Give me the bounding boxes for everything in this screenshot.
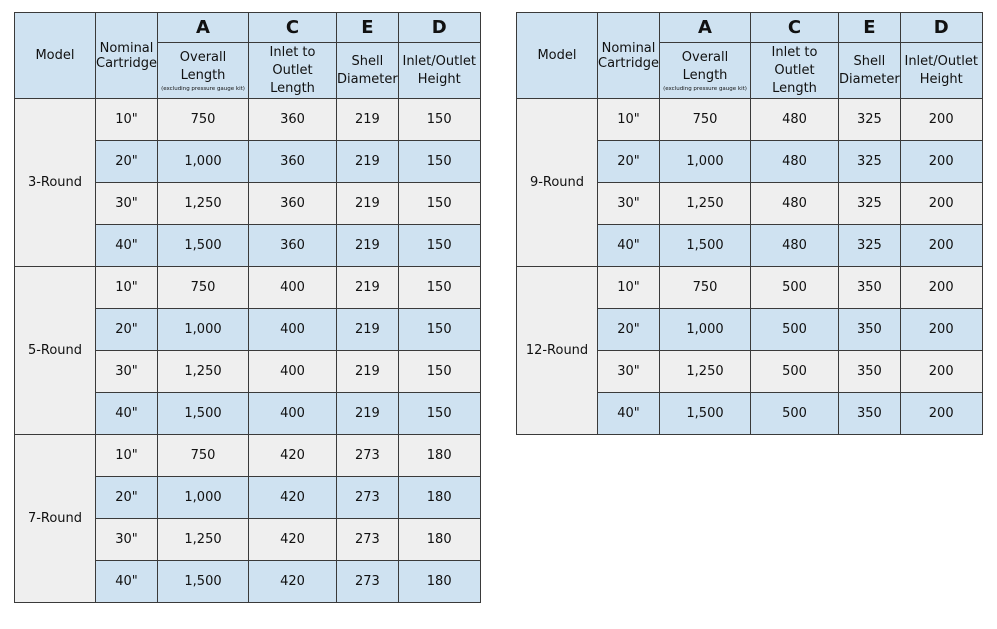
- d-line2: Height: [919, 71, 963, 87]
- inlet-outlet-length-cell: 360: [249, 141, 337, 183]
- model-column-header: Model: [517, 13, 598, 99]
- shell-diameter-header: [839, 43, 901, 99]
- inlet-outlet-length-cell: 480: [751, 183, 839, 225]
- e-line2: Diameter: [337, 71, 398, 87]
- inlet-outlet-length-cell: 420: [249, 435, 337, 477]
- table-row: [15, 435, 481, 477]
- letter-c: C: [751, 13, 839, 43]
- inlet-outlet-length-cell: 420: [249, 561, 337, 603]
- overall-length-cell: 1,500: [158, 561, 249, 603]
- letter-c: C: [249, 13, 337, 43]
- nominal-cartridge-cell: 20": [96, 309, 158, 351]
- overall-length-cell: 750: [158, 435, 249, 477]
- nominal-cartridge-cell: 20": [96, 141, 158, 183]
- nominal-cartridge-cell: 30": [598, 183, 660, 225]
- overall-length-cell: 750: [660, 99, 751, 141]
- inlet-outlet-height-cell: 200: [900, 267, 982, 309]
- overall-length-label: Overall Length: [179, 49, 227, 83]
- overall-length-cell: 1,500: [660, 393, 751, 435]
- inlet-outlet-height-cell: 200: [900, 99, 982, 141]
- shell-diameter-cell: 325: [839, 225, 901, 267]
- inlet-outlet-length-cell: 400: [249, 309, 337, 351]
- inlet-outlet-height-header: [900, 43, 982, 99]
- nominal-cartridge-cell: 10": [96, 267, 158, 309]
- nominal-cartridge-cell: 40": [598, 225, 660, 267]
- spec-table-right: [516, 12, 983, 435]
- inlet-outlet-height-cell: 150: [398, 99, 480, 141]
- overall-length-cell: 1,500: [158, 225, 249, 267]
- shell-diameter-cell: 219: [337, 225, 399, 267]
- inlet-outlet-height-cell: 150: [398, 393, 480, 435]
- inlet-outlet-length-cell: 420: [249, 519, 337, 561]
- shell-diameter-cell: 219: [337, 141, 399, 183]
- model-cell: 9-Round: [517, 99, 598, 267]
- inlet-outlet-height-cell: 180: [398, 435, 480, 477]
- nominal-cartridge-cell: 40": [96, 393, 158, 435]
- d-line1: Inlet/Outlet: [402, 53, 476, 69]
- table-row: [517, 99, 983, 141]
- inlet-outlet-length-cell: 480: [751, 225, 839, 267]
- spec-table-left: [14, 12, 481, 603]
- c-line1: Inlet to Outlet: [771, 44, 818, 78]
- nominal-label: Nominal: [601, 40, 656, 56]
- shell-diameter-cell: 273: [337, 519, 399, 561]
- overall-length-cell: 1,000: [158, 141, 249, 183]
- letter-d: D: [398, 13, 480, 43]
- overall-length-cell: 1,000: [158, 477, 249, 519]
- table-row: [15, 99, 481, 141]
- model-cell: 3-Round: [15, 99, 96, 267]
- nominal-cartridge-cell: 40": [598, 393, 660, 435]
- overall-length-cell: 1,000: [158, 309, 249, 351]
- shell-diameter-cell: 273: [337, 561, 399, 603]
- inlet-outlet-length-header: [751, 43, 839, 99]
- nominal-cartridge-cell: 10": [96, 99, 158, 141]
- nominal-cartridge-cell: 40": [96, 561, 158, 603]
- shell-diameter-cell: 219: [337, 351, 399, 393]
- inlet-outlet-length-header: [249, 43, 337, 99]
- inlet-outlet-height-cell: 150: [398, 267, 480, 309]
- overall-length-cell: 750: [660, 267, 751, 309]
- shell-diameter-cell: 350: [839, 267, 901, 309]
- nominal-cartridge-cell: 10": [598, 99, 660, 141]
- shell-diameter-cell: 350: [839, 351, 901, 393]
- shell-diameter-cell: 350: [839, 309, 901, 351]
- inlet-outlet-length-cell: 500: [751, 393, 839, 435]
- overall-length-cell: 1,250: [158, 519, 249, 561]
- nominal-cartridge-cell: 10": [96, 435, 158, 477]
- letter-e: E: [337, 13, 399, 43]
- inlet-outlet-height-header: [398, 43, 480, 99]
- inlet-outlet-height-cell: 150: [398, 351, 480, 393]
- shell-diameter-cell: 350: [839, 393, 901, 435]
- inlet-outlet-height-cell: 150: [398, 183, 480, 225]
- shell-diameter-cell: 219: [337, 99, 399, 141]
- inlet-outlet-height-cell: 180: [398, 477, 480, 519]
- letter-a: A: [158, 13, 249, 43]
- inlet-outlet-length-cell: 360: [249, 99, 337, 141]
- nominal-cartridge-cell: 20": [598, 141, 660, 183]
- cartridge-label: Cartridge: [96, 55, 157, 71]
- c-line2: Length: [772, 80, 817, 96]
- overall-length-cell: 1,500: [158, 393, 249, 435]
- inlet-outlet-length-cell: 500: [751, 309, 839, 351]
- inlet-outlet-length-cell: 500: [751, 267, 839, 309]
- inlet-outlet-height-cell: 150: [398, 141, 480, 183]
- table-header: [15, 13, 481, 99]
- nominal-cartridge-cell: 30": [598, 351, 660, 393]
- inlet-outlet-height-cell: 150: [398, 309, 480, 351]
- e-line2: Diameter: [839, 71, 900, 87]
- inlet-outlet-length-cell: 360: [249, 225, 337, 267]
- model-column-header: Model: [15, 13, 96, 99]
- nominal-cartridge-cell: 10": [598, 267, 660, 309]
- inlet-outlet-height-cell: 180: [398, 519, 480, 561]
- nominal-cartridge-column-header: [96, 13, 158, 99]
- overall-length-cell: 1,250: [660, 351, 751, 393]
- overall-length-note: (excluding pressure gauge kit): [161, 85, 245, 92]
- inlet-outlet-length-cell: 400: [249, 267, 337, 309]
- table-row: [517, 267, 983, 309]
- inlet-outlet-height-cell: 200: [900, 141, 982, 183]
- inlet-outlet-height-cell: 200: [900, 309, 982, 351]
- letter-d: D: [900, 13, 982, 43]
- nominal-cartridge-cell: 40": [96, 225, 158, 267]
- overall-length-cell: 1,250: [158, 183, 249, 225]
- cartridge-label: Cartridge: [598, 55, 659, 71]
- inlet-outlet-height-cell: 200: [900, 225, 982, 267]
- overall-length-header: [660, 43, 751, 99]
- letter-e: E: [839, 13, 901, 43]
- model-cell: 5-Round: [15, 267, 96, 435]
- model-cell: 7-Round: [15, 435, 96, 603]
- inlet-outlet-length-cell: 420: [249, 477, 337, 519]
- d-line1: Inlet/Outlet: [904, 53, 978, 69]
- inlet-outlet-height-cell: 200: [900, 393, 982, 435]
- overall-length-cell: 1,500: [660, 225, 751, 267]
- nominal-cartridge-cell: 20": [598, 309, 660, 351]
- nominal-cartridge-cell: 30": [96, 519, 158, 561]
- d-line2: Height: [417, 71, 461, 87]
- table-body: [15, 99, 481, 603]
- inlet-outlet-height-cell: 200: [900, 351, 982, 393]
- nominal-label: Nominal: [99, 40, 154, 56]
- inlet-outlet-length-cell: 500: [751, 351, 839, 393]
- overall-length-header: [158, 43, 249, 99]
- nominal-cartridge-cell: 30": [96, 351, 158, 393]
- shell-diameter-cell: 219: [337, 309, 399, 351]
- overall-length-cell: 1,250: [660, 183, 751, 225]
- nominal-cartridge-cell: 30": [96, 183, 158, 225]
- letter-a: A: [660, 13, 751, 43]
- inlet-outlet-height-cell: 180: [398, 561, 480, 603]
- model-cell: 12-Round: [517, 267, 598, 435]
- inlet-outlet-length-cell: 400: [249, 393, 337, 435]
- overall-length-cell: 1,250: [158, 351, 249, 393]
- shell-diameter-cell: 219: [337, 183, 399, 225]
- shell-diameter-cell: 219: [337, 393, 399, 435]
- overall-length-cell: 1,000: [660, 309, 751, 351]
- inlet-outlet-length-cell: 360: [249, 183, 337, 225]
- shell-diameter-cell: 325: [839, 99, 901, 141]
- shell-diameter-cell: 325: [839, 183, 901, 225]
- shell-diameter-cell: 273: [337, 477, 399, 519]
- overall-length-label: Overall Length: [681, 49, 729, 83]
- e-line1: Shell: [351, 53, 384, 69]
- shell-diameter-header: [337, 43, 399, 99]
- inlet-outlet-length-cell: 480: [751, 99, 839, 141]
- c-line2: Length: [270, 80, 315, 96]
- e-line1: Shell: [853, 53, 886, 69]
- table-row: [15, 267, 481, 309]
- nominal-cartridge-column-header: [598, 13, 660, 99]
- overall-length-cell: 1,000: [660, 141, 751, 183]
- shell-diameter-cell: 325: [839, 141, 901, 183]
- inlet-outlet-length-cell: 480: [751, 141, 839, 183]
- nominal-cartridge-cell: 20": [96, 477, 158, 519]
- overall-length-note: (excluding pressure gauge kit): [663, 85, 747, 92]
- inlet-outlet-height-cell: 200: [900, 183, 982, 225]
- overall-length-cell: 750: [158, 267, 249, 309]
- shell-diameter-cell: 219: [337, 267, 399, 309]
- inlet-outlet-height-cell: 150: [398, 225, 480, 267]
- inlet-outlet-length-cell: 400: [249, 351, 337, 393]
- table-body: [517, 99, 983, 435]
- overall-length-cell: 750: [158, 99, 249, 141]
- shell-diameter-cell: 273: [337, 435, 399, 477]
- table-header: [517, 13, 983, 99]
- c-line1: Inlet to Outlet: [269, 44, 316, 78]
